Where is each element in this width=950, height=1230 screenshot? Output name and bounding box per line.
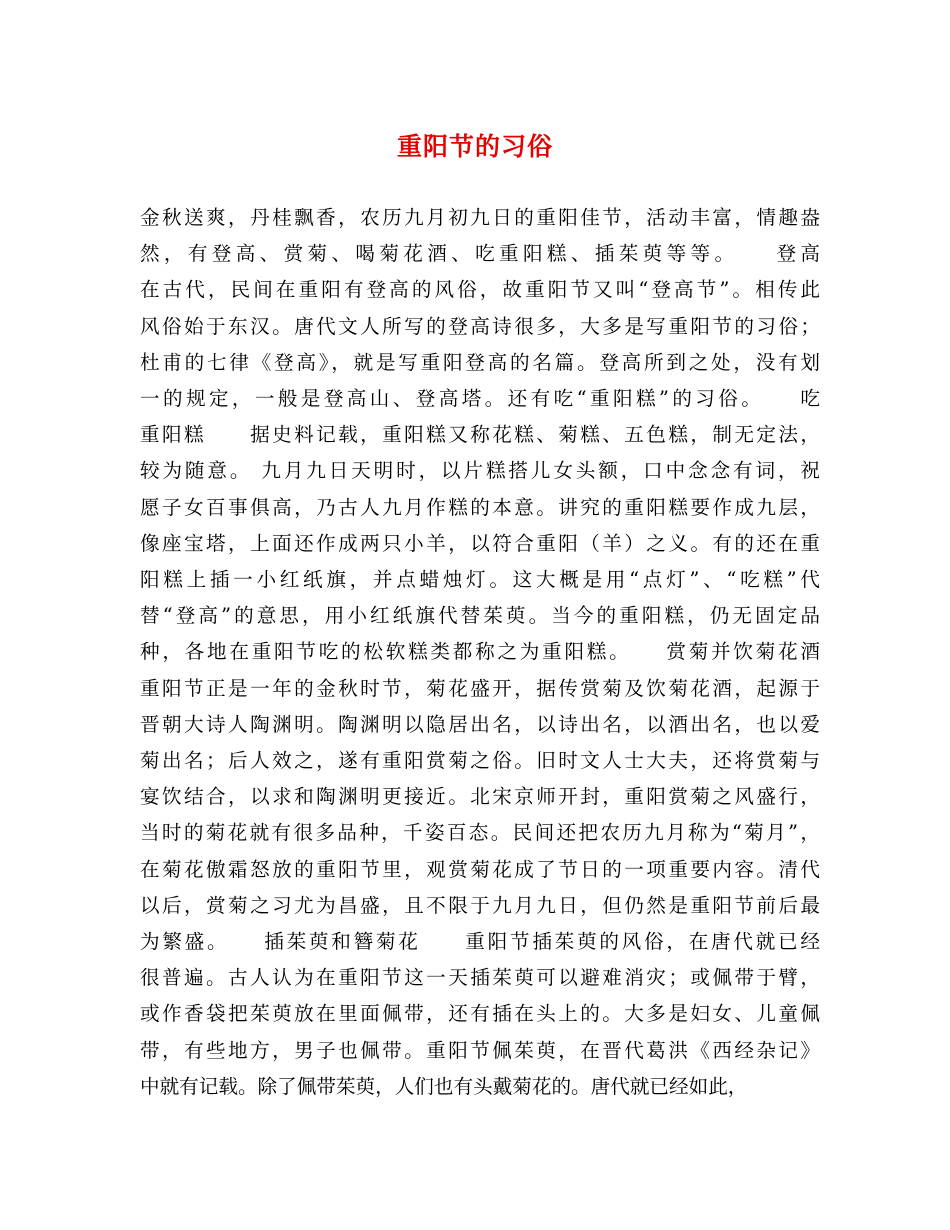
body-line: 在菊花傲霜怒放的重阳节里，观赏菊花成了节日的一项重要内容。清代: [140, 857, 820, 881]
body-line: 风俗始于东汉。唐代文人所写的登高诗很多，大多是写重阳节的习俗；: [140, 314, 820, 338]
body-line: 为繁盛。 插茱萸和簪菊花 重阳节插茱萸的风俗，在唐代就已经: [140, 930, 820, 954]
body-line: 带，有些地方，男子也佩带。重阳节佩茱萸，在晋代葛洪《西经杂记》: [140, 1038, 820, 1062]
body-line: 金秋送爽，丹桂飘香，农历九月初九日的重阳佳节，活动丰富，情趣盎: [140, 206, 820, 229]
body-line: 种，各地在重阳节吃的松软糕类都称之为重阳糕。 赏菊并饮菊花酒: [140, 640, 820, 664]
body-line: 很普遍。古人认为在重阳节这一天插茱萸可以避难消灾；或佩带于臂，: [140, 966, 820, 990]
body-line: 宴饮结合，以求和陶渊明更接近。北宋京师开封，重阳赏菊之风盛行，: [140, 785, 820, 809]
body-line: 愿子女百事俱高，乃古人九月作糕的本意。讲究的重阳糕要作成九层，: [140, 495, 820, 519]
body-line: 重阳节正是一年的金秋时节，菊花盛开，据传赏菊及饮菊花酒，起源于: [140, 676, 820, 700]
body-line: 中就有记载。除了佩带茱萸，人们也有头戴菊花的。唐代就已经如此，: [140, 1074, 748, 1098]
body-line: 像座宝塔，上面还作成两只小羊，以符合重阳（羊）之义。有的还在重: [140, 531, 820, 555]
body-line: 然，有登高、赏菊、喝菊花酒、吃重阳糕、插茱萸等等。 登高: [140, 242, 820, 266]
body-line: 阳糕上插一小红纸旗，并点蜡烛灯。这大概是用“点灯”、“吃糕”代: [140, 568, 820, 592]
body-line: 以后，赏菊之习尤为昌盛，且不限于九月九日，但仍然是重阳节前后最: [140, 893, 820, 917]
body-line: 较为随意。 九月九日天明时，以片糕搭儿女头额，口中念念有词，祝: [140, 459, 820, 483]
body-line: 菊出名；后人效之，遂有重阳赏菊之俗。旧时文人士大夫，还将赏菊与: [140, 749, 820, 773]
body-line: 晋朝大诗人陶渊明。陶渊明以隐居出名，以诗出名，以酒出名，也以爱: [140, 712, 820, 736]
body-line: 杜甫的七律《登高》，就是写重阳登高的名篇。登高所到之处，没有划: [140, 350, 820, 374]
body-line: 当时的菊花就有很多品种，千姿百态。民间还把农历九月称为“菊月”，: [140, 821, 820, 845]
body-line: 替“登高”的意思，用小红纸旗代替茱萸。当今的重阳糕，仍无固定品: [140, 604, 820, 628]
body-line: 重阳糕 据史料记载，重阳糕又称花糕、菊糕、五色糕，制无定法，: [140, 423, 820, 447]
article-body: [140, 200, 820, 1105]
body-line: 一的规定，一般是登高山、登高塔。还有吃“重阳糕”的习俗。 吃: [140, 387, 820, 411]
body-line: 或作香袋把茱萸放在里面佩带，还有插在头上的。大多是妇女、儿童佩: [140, 1002, 820, 1026]
page-title: 重阳节的习俗: [396, 132, 553, 161]
body-line: 在古代，民间在重阳有登高的风俗，故重阳节又叫“登高节”。相传此: [140, 278, 820, 302]
